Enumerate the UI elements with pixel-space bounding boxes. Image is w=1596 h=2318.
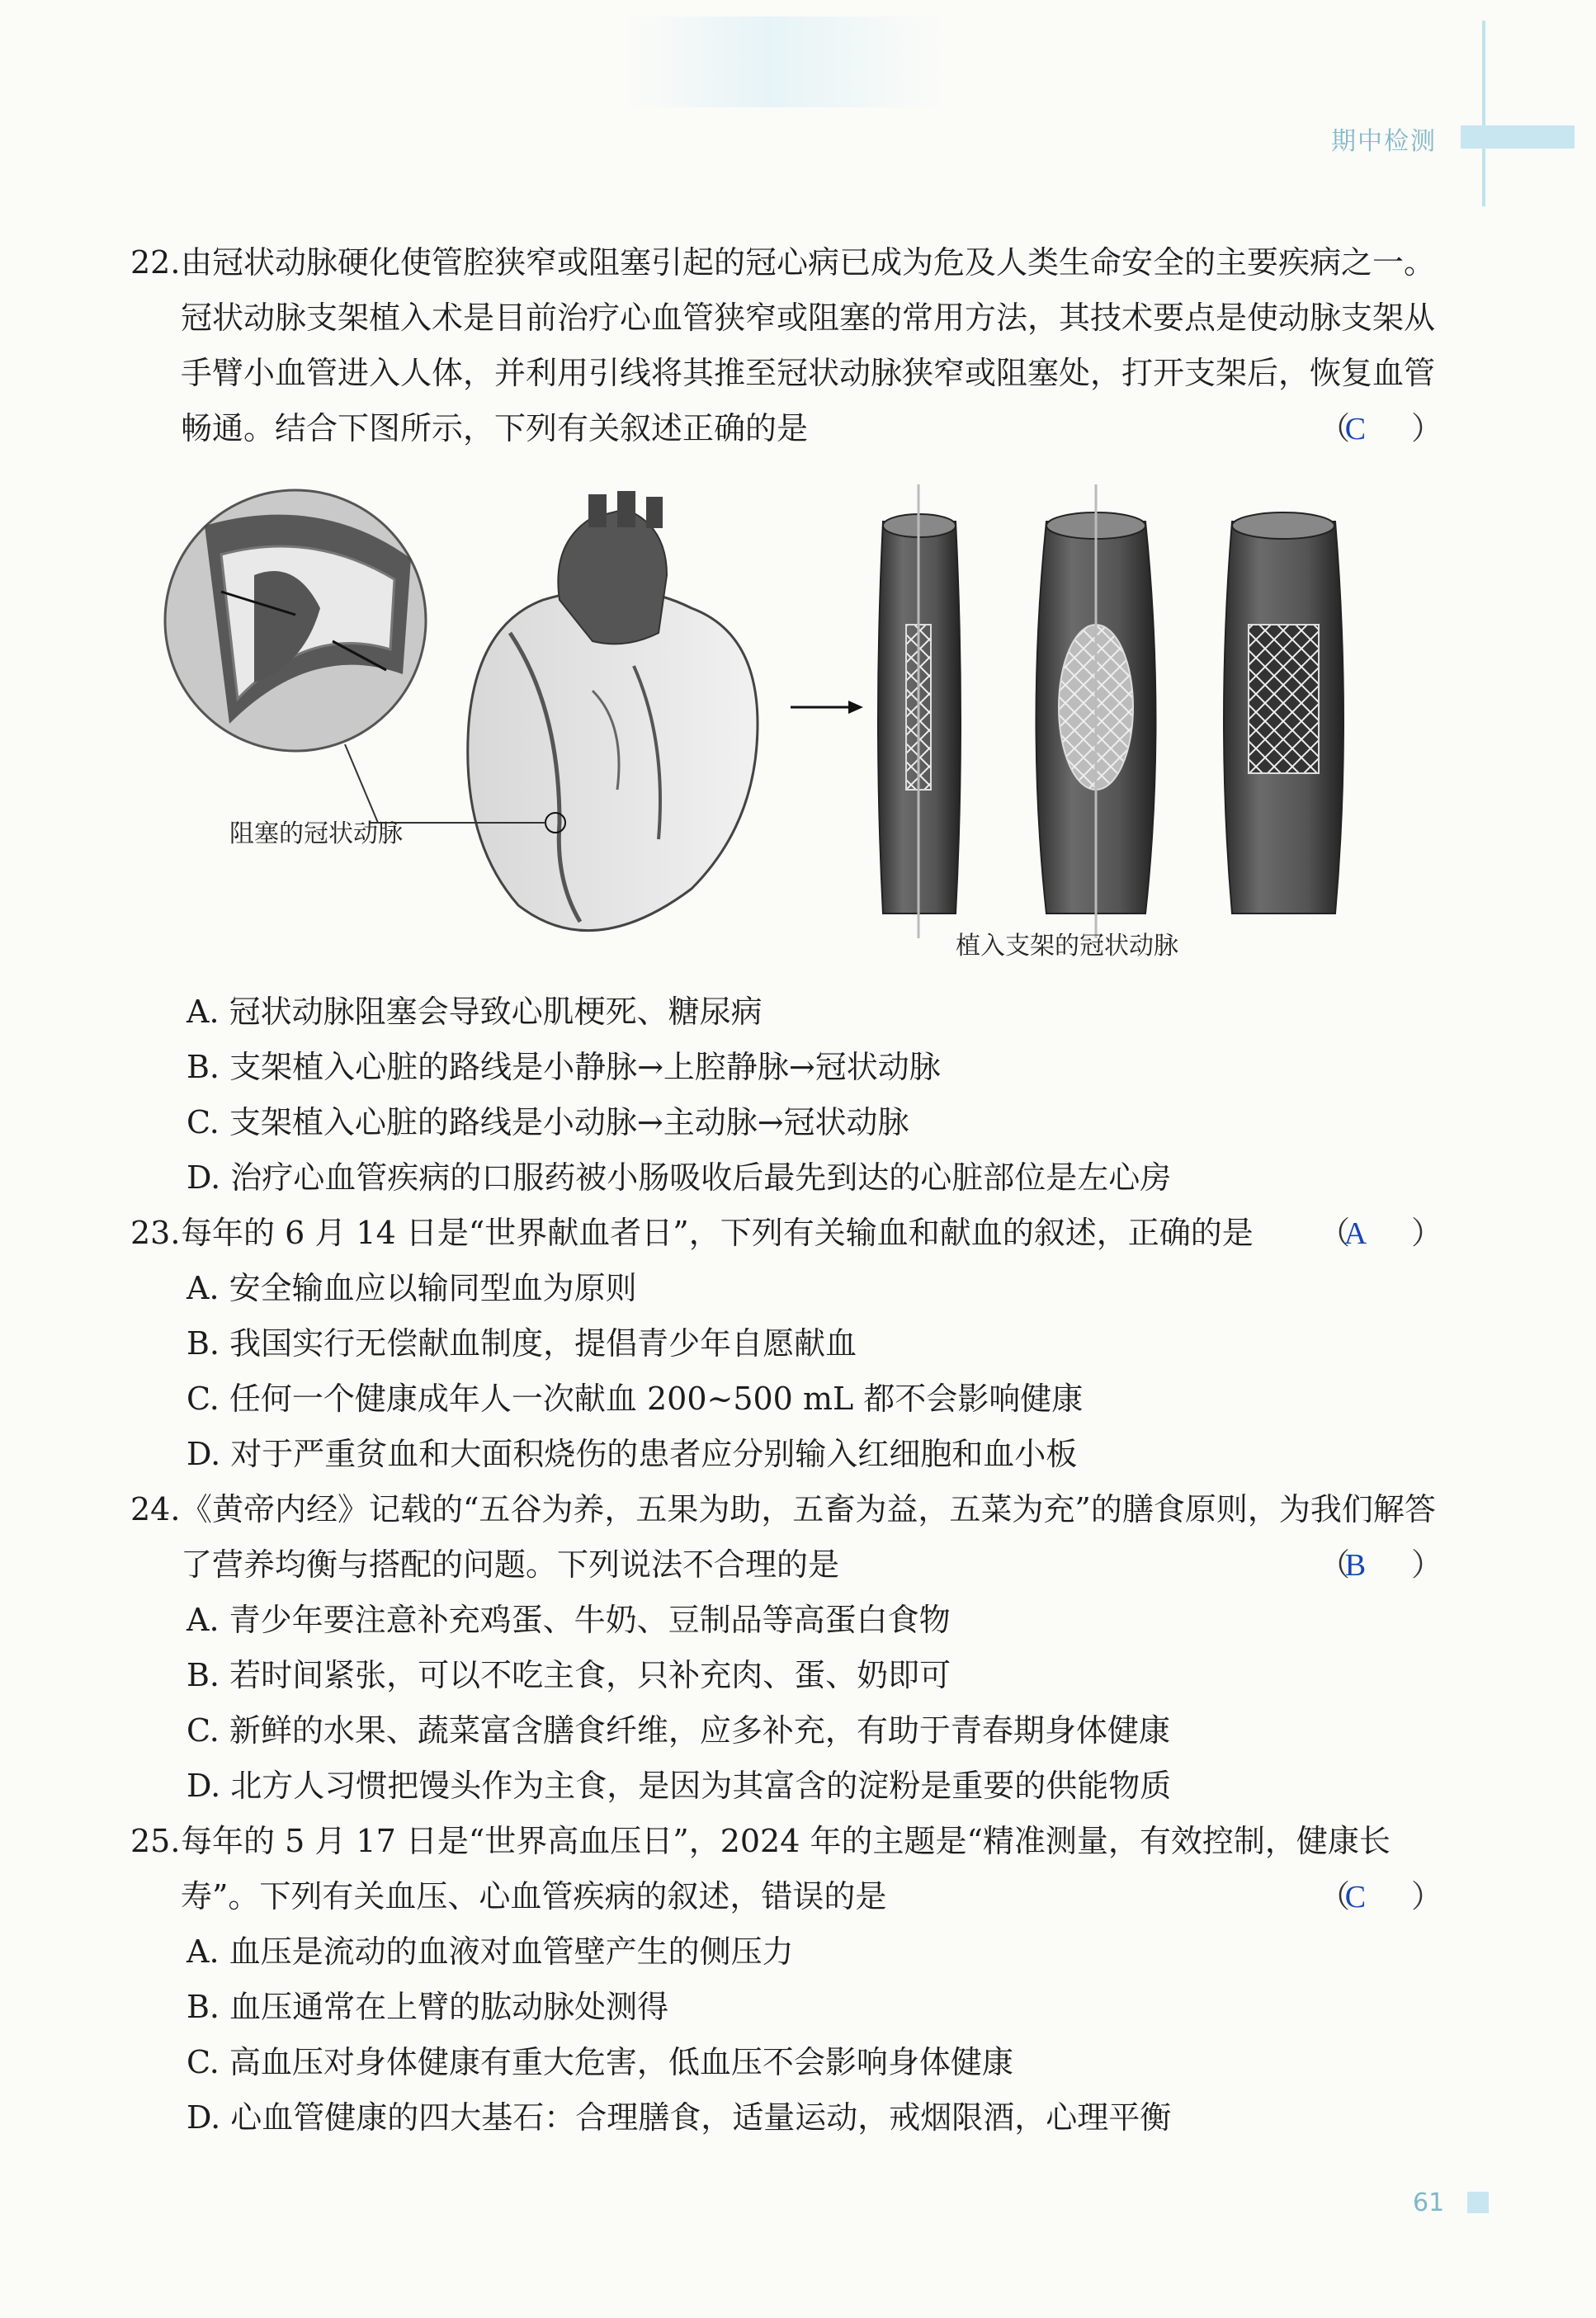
page-content: [130, 235, 1443, 2146]
question-number: 25.: [130, 1823, 181, 1859]
arrow-icon: [791, 701, 863, 714]
option-a: A. 青少年要注意补充鸡蛋、牛奶、豆制品等高蛋白食物: [187, 1602, 951, 1638]
option-a: A. 血压是流动的血液对血管壁产生的侧压力: [187, 1933, 794, 1970]
question-stem: 《黄帝内经》记载的“五谷为养，五果为助，五畜为益，五菜为充”的膳食原则，为我们解答了营养均衡与搭配的问题。下列说法不合理的是: [181, 1491, 1436, 1583]
option-d: D. 对于严重贫血和大面积烧伤的患者应分别输入红细胞和血小板: [187, 1436, 1078, 1472]
question-25: [130, 1814, 1443, 2146]
option-b: B. 血压通常在上臂的肱动脉处测得: [187, 1989, 669, 2025]
answer-letter: B: [1344, 1548, 1367, 1583]
answer-box: （B ）: [1369, 1537, 1443, 1593]
margin-rule: [1482, 21, 1485, 206]
vessel-stage-2: [1036, 484, 1156, 938]
question-number: 22.: [130, 244, 181, 281]
option-c: C. 新鲜的水果、蔬菜富含膳食纤维，应多补充，有助于青春期身体健康: [187, 1712, 1170, 1749]
option-d: D. 北方人习惯把馒头作为主食，是因为其富含的淀粉是重要的供能物质: [187, 1768, 1172, 1804]
label-blocked-artery: 阻塞的冠状动脉: [229, 819, 403, 848]
question-number: 24.: [130, 1491, 181, 1527]
stent-figure: [130, 476, 1443, 961]
header-bar: [1461, 125, 1575, 149]
question-stem: 每年的 6 月 14 日是“世界献血者日”，下列有关输血和献血的叙述，正确的是: [181, 1215, 1254, 1251]
section-title: 期中检测: [1331, 127, 1437, 156]
option-c: C. 支架植入心脏的路线是小动脉→主动脉→冠状动脉: [187, 1104, 909, 1140]
vessel-stage-1: [878, 484, 961, 938]
option-b: B. 若时间紧张，可以不吃主食，只补充肉、蛋、奶即可: [187, 1657, 951, 1693]
question-22: [130, 235, 1443, 1206]
answer-box: （C ）: [1369, 1869, 1443, 1925]
question-stem: 由冠状动脉硬化使管腔狭窄或阻塞引起的冠心病已成为危及人类生命安全的主要疾病之一。冠状动脉支架植入术是目前治疗心血管狭窄或阻塞的常用方法，其技术要点是使动脉支架从手臂小血管进入人体，并利用引线将其推至冠状动脉狭窄或阻塞处，打开支架后，恢复血管畅通。结合下图所示，下列有关叙述正确的是: [181, 244, 1436, 446]
header-decoration: [627, 17, 941, 107]
option-a: A. 安全输血应以输同型血为原则: [187, 1270, 637, 1306]
answer-letter: C: [1344, 412, 1367, 446]
heart: [468, 491, 758, 931]
footer-marker: [1467, 2192, 1489, 2213]
answer-letter: A: [1343, 1216, 1367, 1251]
option-b: B. 我国实行无偿献血制度，提倡青少年自愿献血: [187, 1325, 857, 1362]
page-number: 61: [1413, 2188, 1445, 2217]
question-23: [130, 1206, 1443, 1482]
vessel-stage-3: [1224, 512, 1343, 914]
answer-letter: C: [1344, 1880, 1367, 1914]
option-d: D. 心血管健康的四大基石：合理膳食，适量运动，戒烟限酒，心理平衡: [187, 2099, 1172, 2136]
option-c: C. 高血压对身体健康有重大危害，低血压不会影响身体健康: [187, 2044, 1013, 2080]
question-number: 23.: [130, 1215, 181, 1251]
label-stented-artery: 植入支架的冠状动脉: [956, 932, 1178, 961]
option-c: C. 任何一个健康成年人一次献血 200~500 mL 都不会影响健康: [187, 1381, 1084, 1417]
option-a: A. 冠状动脉阻塞会导致心肌梗死、糖尿病: [187, 994, 763, 1030]
answer-box: （C ）: [1369, 401, 1443, 457]
question-stem: 每年的 5 月 17 日是“世界高血压日”，2024 年的主题是“精准测量，有效控制，健康长寿”。下列有关血压、心血管疾病的叙述，错误的是: [181, 1823, 1391, 1914]
option-b: B. 支架植入心脏的路线是小静脉→上腔静脉→冠状动脉: [187, 1049, 941, 1085]
option-d: D. 治疗心血管疾病的口服药被小肠吸收后最先到达的心脏部位是左心房: [187, 1159, 1172, 1196]
magnified-artery: [165, 490, 426, 751]
stent-illustration: [130, 476, 1443, 955]
answer-box: （A ）: [1369, 1206, 1443, 1262]
question-24: [130, 1482, 1443, 1814]
